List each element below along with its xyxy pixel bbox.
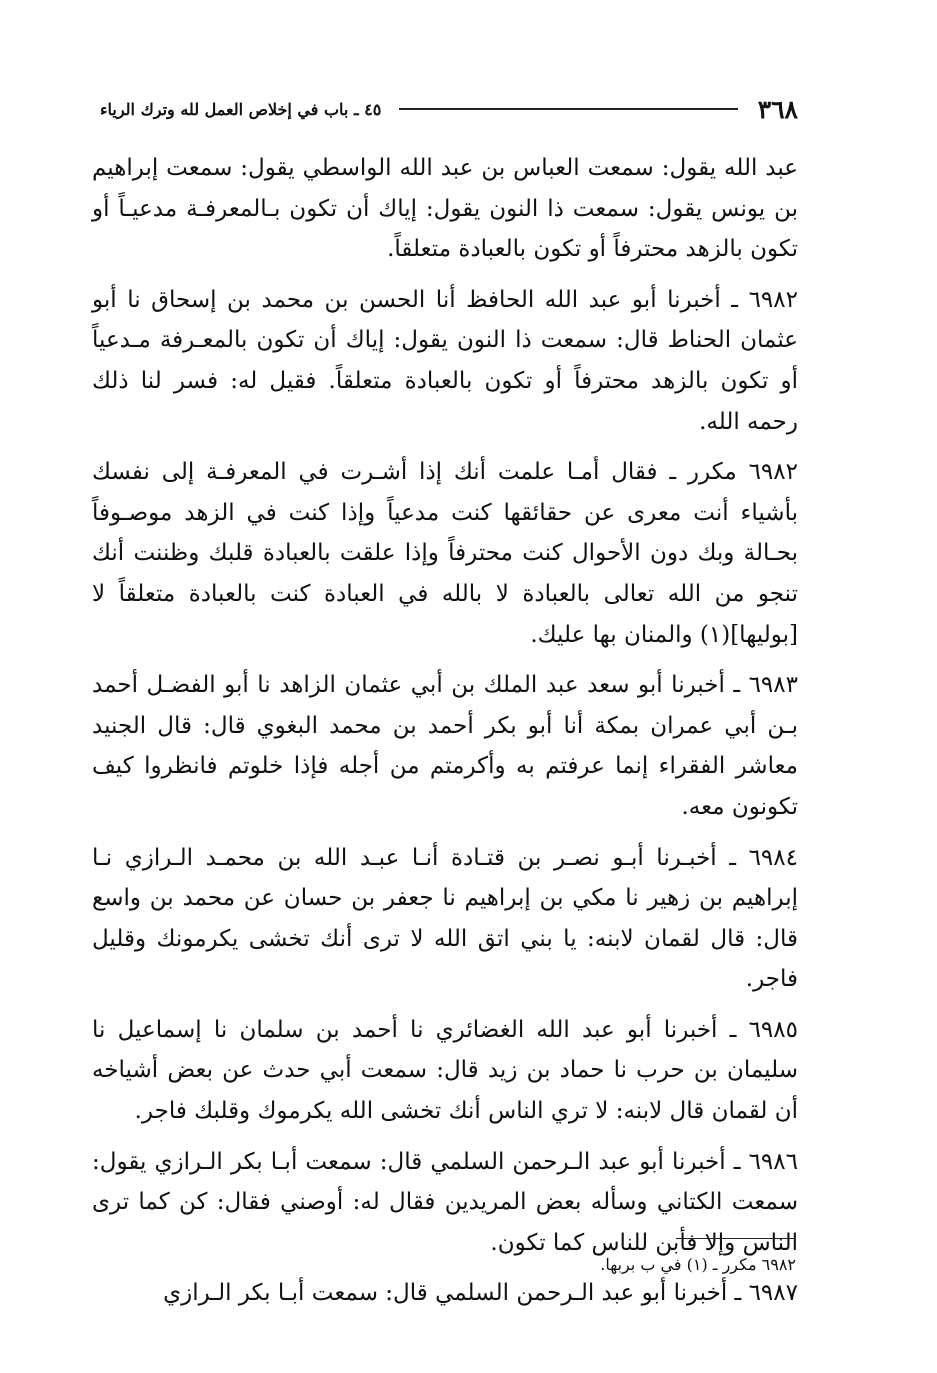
- paragraph-6984: ٦٩٨٤ ـ أخبـرنا أبـو نصـر بن قتـادة أنـا عبـد الله بن محمـد الـرازي نـا إبراهيم بن زهير نا مكي بن إبراهيم نا جعفر بن حسان عن محمد بن واسع قال: قال لقمان لابنه: يا بني اتق الله لا ترى أنك تخشى يكرمونك وقليل فاجر.: [92, 844, 798, 993]
- paragraph-6986: ٦٩٨٦ ـ أخبرنا أبو عبد الـرحمن السلمي قال: سمعت أبـا بكر الـرازي يقول: سمعت الكتاني وسأله بعض المريدين فقال له: أوصني فقال: كن كما ترى الناس وإلا فأبن للناس كما تكون.: [92, 1148, 798, 1256]
- running-head: [100, 92, 798, 126]
- paragraph-6987: ٦٩٨٧ ـ أخبرنا أبو عبد الـرحمن السلمي قال: سمعت أبـا بكر الـرازي: [163, 1280, 798, 1307]
- header-rule: [399, 108, 737, 110]
- paragraph-6982: ٦٩٨٢ ـ أخبرنا أبو عبد الله الحافظ أنا الحسن بن محمد بن إسحاق نا أبو عثمان الحناط قال: سمعت ذا النون يقول: إياك أن تكون بالمعـرفة مـدعياً أو تكون بالزهد محترفاً أو تكون بالعبادة متعلقاً. فقيل له: فسر لنا ذلك رحمه الله.: [92, 286, 798, 435]
- footnote: ٦٩٨٢ مكرر ـ (١) في ب بربها.: [600, 1255, 796, 1274]
- page-number: ٣٦٨: [757, 94, 798, 124]
- paragraph-6985: ٦٩٨٥ ـ أخبرنا أبو عبد الله الغضائري نا أحمد بن سلمان نا إسماعيل نا سليمان بن حرب نا حماد بن زيد قال: سمعت أبي حدث عن بعض أشياخه أن لقمان قال لابنه: لا تري الناس أنك تخشى الله يكرموك وقلبك فاجر.: [92, 1016, 798, 1125]
- footnote-rule: [676, 1238, 796, 1239]
- section-title: ٤٥ ـ باب في إخلاص العمل لله وترك الرياء: [100, 99, 382, 119]
- paragraph-6983: ٦٩٨٣ ـ أخبرنا أبو سعد عبد الملك بن أبي عثمان الزاهد نا أبو الفضـل أحمد بـن أبي عمران بمكة أنا أبو بكر أحمد بن محمد البغوي قال: قال الجنيد معاشر الفقراء إنما عرفتم به وأكرمتم من أجله فإذا خلوتم فانظروا كيف تكونون معه.: [92, 672, 798, 820]
- paragraph-6982-repeat: ٦٩٨٢ مكرر ـ فقال أمـا علمت أنك إذا أشـرت في المعرفـة إلى نفسك بأشياء أنت معرى عن حقائقها كنت مدعياً وإذا كنت في الزهد موصـوفاً بحـالة وبك دون الأحوال كنت محترفاً وإذا علقت بالعبادة قلبك وظننت أنك تنجو من الله تعالى بالعبادة لا بالله في العبادة كنت بالعبادة متعلقاً لا [بوليها](١) والمنان بها عليك.: [92, 459, 798, 648]
- paragraph-continuation: عبد الله يقول: سمعت العباس بن عبد الله الواسطي يقول: سمعت إبراهيم بن يونس يقول: سمعت ذا النون يقول: إياك أن تكون بـالمعرفـة مدعيـاً أو تكون بالزهد محترفاً أو تكون بالعبادة متعلقاً.: [92, 155, 798, 263]
- body-text: [92, 148, 798, 1324]
